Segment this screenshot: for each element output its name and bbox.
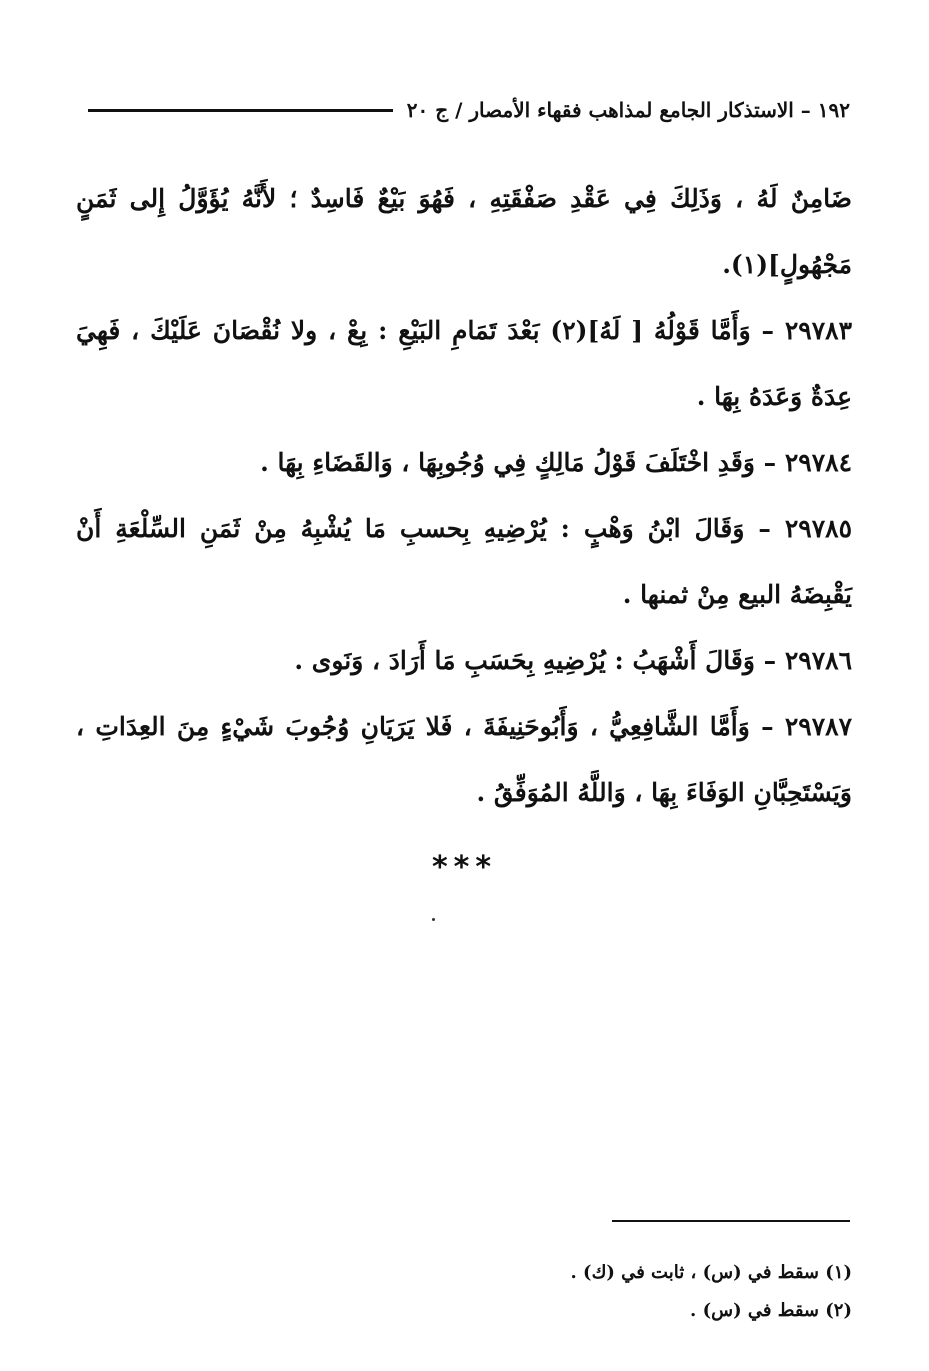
header-rule [88,109,393,112]
paragraph: ٢٩٧٨٧ – وَأَمَّا الشَّافِعِيُّ ، وَأَبُوحَنِيفَةَ ، فَلا يَرَيَانِ وُجُوبَ شَيْءٍ مِنَ العِدَاتِ ، وَيَسْتَحِبَّانِ الوَفَاءَ بِهَا ، وَاللَّهُ المُوَفِّقُ . [76,712,852,807]
paragraph: ضَامِنٌ لَهُ ، وَذَلِكَ فِي عَقْدِ صَفْقَتِهِ ، فَهُوَ بَيْعٌ فَاسِدٌ ؛ لأَنَّهُ يُؤَوَّلُ إِلى ثَمَنٍ مَجْهُولٍ](١). [76,184,852,279]
footnote: (٢) سقط في (س) . [690,1300,852,1321]
running-header-title: ١٩٢ – الاستذكار الجامع لمذاهب فقهاء الأمصار / ج ٢٠ [406,98,850,122]
footnote: (١) سقط في (س) ، ثابت في (ك) . [570,1262,852,1283]
paragraph: ٢٩٧٨٣ – وَأَمَّا قَوْلُهُ [ لَهُ](٢) بَعْدَ تَمَامِ البَيْعِ : بِعْ ، ولا نُقْصَانَ عَلَيْكَ ، فَهِيَ عِدَةٌ وَعَدَهُ بِهَا . [76,316,853,411]
section-separator: *** [431,850,498,885]
print-speck [432,918,435,921]
running-header [88,92,850,128]
paragraph: ٢٩٧٨٦ – وَقَالَ أَشْهَبُ : يُرْضِيهِ بِحَسَبِ مَا أَرَادَ ، وَنَوى . [294,646,852,675]
paragraph: ٢٩٧٨٤ – وَقَدِ اخْتَلَفَ قَوْلُ مَالِكٍ فِي وُجُوبِهَا ، وَالقَضَاءِ بِهَا . [260,448,852,477]
footnote-rule [612,1220,850,1222]
paragraph: ٢٩٧٨٥ – وَقَالَ ابْنُ وَهْبٍ : يُرْضِيهِ بِحسبِ مَا يُشْبِهُ مِنْ ثَمَنِ السِّلْعَةِ أَنْ يَقْبِضَهُ البيع مِنْ ثمنها . [76,514,852,609]
footnotes [300,1254,852,1330]
main-text [76,166,852,826]
